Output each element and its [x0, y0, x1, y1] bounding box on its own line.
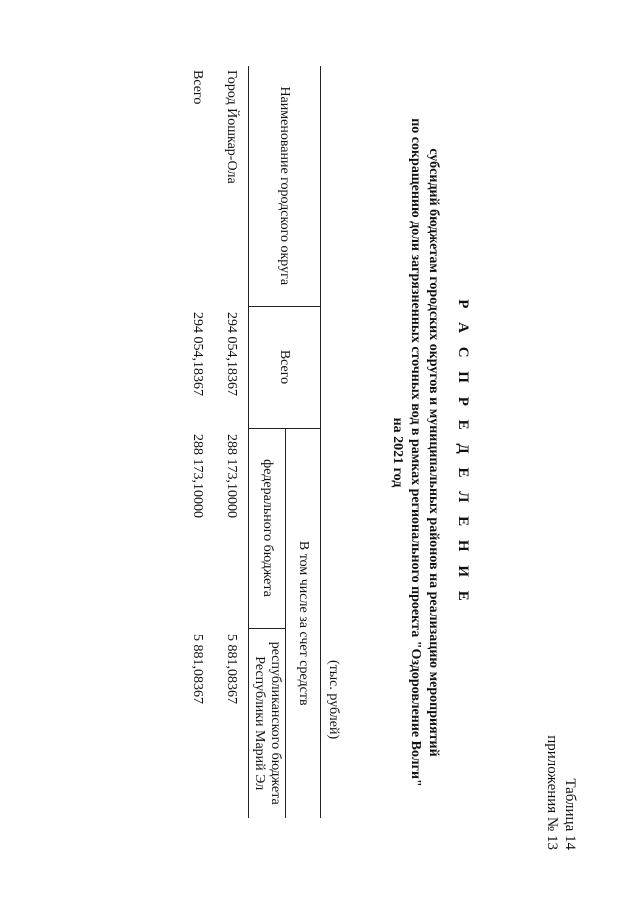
caption-appendix-ref: приложения № 13	[544, 735, 560, 850]
table-caption	[543, 700, 579, 850]
table-row	[214, 66, 249, 818]
row-republic: 5 881,08367	[190, 634, 205, 704]
document-subtitle-line2: по сокращению доли загрязненных сточных вод в рамках регионального проекта "Оздоровление Волги"	[408, 118, 423, 787]
row-district-name: Город Йошкар-Ола	[224, 70, 239, 184]
header-district-name: Наименование городского округа	[249, 66, 321, 306]
row-federal: 288 173,10000	[224, 434, 239, 518]
distribution-table	[180, 66, 321, 818]
caption-table-number: Таблица 14	[562, 778, 578, 850]
table-row	[180, 66, 214, 818]
row-total: 294 054,18367	[224, 312, 239, 396]
header-federal-budget: федерального бюджета	[249, 428, 286, 628]
document-title: Р А С П Р Е Д Е Л Е Н И Е	[455, 299, 471, 606]
header-funding-sources: В том числе за счет средств	[286, 428, 321, 818]
header-total: Всего	[249, 306, 321, 428]
row-federal: 288 173,10000	[190, 434, 205, 518]
row-district-name: Всего	[190, 70, 205, 105]
document-subtitle-line3: на 2021 год	[390, 417, 405, 488]
header-republic-budget-line1: республиканского бюджета	[268, 641, 283, 805]
document-subtitle-line1: субсидий бюджетам городских округов и муниципальных районов на реализацию мероприятий	[426, 148, 441, 757]
unit-label: (тыс. рублей)	[326, 660, 341, 740]
header-republic-budget-line2: Республики Марий Эл	[252, 656, 267, 791]
row-republic: 5 881,08367	[224, 634, 239, 704]
row-total: 294 054,18367	[190, 312, 205, 396]
header-republic-budget	[249, 628, 286, 818]
